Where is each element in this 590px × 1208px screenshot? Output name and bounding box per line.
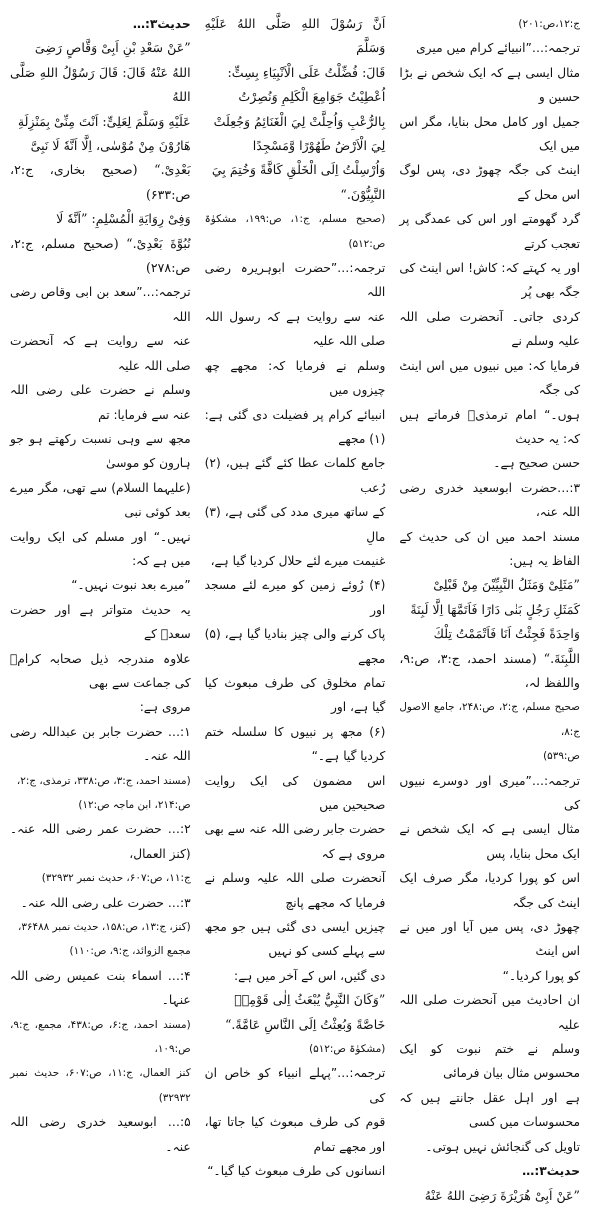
- text-line: (مسند احمد، ج:۶، ص:۴۳۸، مجمع، ج:۹، ص:۱۰۹،: [9, 1018, 191, 1056]
- text-line: ترجمہ:…”میری اور دوسرے نبیوں کی: [399, 773, 580, 812]
- text-line: ص:۵۳۹): [543, 750, 580, 763]
- text-line: ۲:… حضرت عمر رضی اللہ عنہ۔ (کنز العمال،: [9, 822, 191, 861]
- text-line: عنہ سے روایت ہے کہ رسول اللہ صلی اللہ علیہ: [204, 309, 386, 349]
- text-line: صحیح مسلم، ج:۲، ص:۲۴۸، جامع الاصول ج:۸،: [399, 701, 580, 738]
- text-line: اینٹ کی جگہ چھوڑ دی، پس لوگ اس محل کے: [399, 163, 580, 202]
- text-line: هَارُوْنَ مِنْ مُوْسٰی، اِلَّا اَنَّهٗ لَا نَبِیَّ: [30, 138, 191, 154]
- text-line: ۵:… ابوسعید خدری رضی اللہ عنہ۔: [9, 1115, 191, 1154]
- text-line: پاک کرنے والی چیز بنادیا گیا ہے، (۵) مجھے: [204, 627, 386, 666]
- text-line: ج:۱۲،ص:۲۰۱): [518, 18, 580, 30]
- text-line: ص:۲۱۴، ابن ماجہ ص:۱۲): [78, 799, 191, 811]
- text-line: تمام مخلوق کی طرف مبعوث کیا گیا ہے، اور: [204, 675, 386, 715]
- text-line: ۴:… اسماء بنت عمیس رضی اللہ عنہا۔: [9, 968, 191, 1008]
- text-line: ترجمہ:…”سعد بن ابی وقاص رضی اللہ: [9, 285, 191, 324]
- text-line: انسانوں کی طرف مبعوث کیا گیا۔“: [207, 1164, 386, 1179]
- text-line: ان احادیث میں آنحضرت صلی اللہ علیہ: [399, 993, 580, 1032]
- text-line: وسلم نے حضرت علی رضی اللہ عنہ سے فرمایا: تم: [9, 383, 191, 422]
- text-line: علاوہ مندرجہ ذیل صحابہ کرامؓ کی جماعت سے بھی: [9, 651, 191, 690]
- text-line: بَعْدِیْ.“ (صحیح بخاری، ج:۲، ص:۶۳۳): [9, 162, 191, 202]
- text-line: (کنز، ج:۱۳، ص:۱۵۸، حدیث نمبر ۳۶۴۸۸،: [17, 921, 191, 934]
- text-line: لِيَ الْاَرْضُ طَهُوْرًا وَّمَسْجِدًا: [252, 138, 386, 154]
- text-line: اس کو پورا کردیا، مگر صرف ایک اینٹ کی جگہ: [399, 871, 580, 910]
- text-line: اَنَّ رَسُوْلَ اللهِ صَلَّى اللهُ عَلَيْهِ وَسَلَّمَ: [204, 16, 386, 56]
- text-line: اُعْطِيْتُ جَوَامِعَ الْكَلِمِ وَنُصِرْتُ: [238, 89, 386, 105]
- text-line: مثال ایسی ہے کہ ایک شخص نے ایک محل بنایا، پس: [399, 822, 580, 861]
- text-line: اللَّبِنَةَ.“ (مسند احمد، ج:۳، ص:۹، واللفظ لہ،: [399, 650, 580, 690]
- text-line: کے ساتھ میری مدد کی گئی ہے، (۳) مالِ: [204, 505, 386, 544]
- text-line: ترجمہ:…”حضرت ابوہریرہ رضی اللہ: [204, 261, 386, 300]
- text-line: اس مضمون کی ایک روایت صحیحین میں: [204, 773, 386, 812]
- text-line: وَاُرْسِلْتُ اِلَى الْخَلْقِ كَافَّةً وَخُتِمَ بِيَ: [211, 162, 386, 178]
- text-line: چیزیں ایسی دی گئی ہیں جو مجھ سے پہلے کسی کو نہیں: [204, 920, 386, 959]
- text-line: (علیہما السلام) سے تھی، مگر میرے بعد کوئی نبی: [9, 480, 191, 520]
- text-line: حضرت جابر رضی اللہ عنہ سے بھی مروی ہے کہ: [204, 822, 386, 861]
- text-line: وَفِیْ رِوَايَةِ الْمُسْلِمِ: ”اَنَّهٗ لَا: [56, 211, 191, 227]
- text-line: ”میرے بعد نبوت نہیں۔“: [71, 578, 191, 593]
- text-line: (صحیح مسلم، ج:۱، ص:۱۹۹، مشکوٰۃ ص:۵۱۲): [204, 213, 386, 250]
- text-line: کَمَثَلِ رَجُلٍ بَنٰی دَارًا فَاَتَمَّهَا اِلَّا لَبِنَةً: [410, 601, 580, 617]
- text-line: حسن صحیح ہے۔: [493, 456, 580, 471]
- text-line: مروی ہے:: [139, 700, 191, 715]
- text-column-left: [9, 12, 191, 1154]
- text-line: اللهُ عَنْهُ قَالَ: قَالَ رَسُوْلُ اللهِ صَلَّى اللهُ: [9, 64, 191, 105]
- text-line: ”عَنْ سَعْدِ بْنِ اَبِیْ وَقَّاصٍ رَضِیَ: [34, 40, 191, 56]
- text-line: ۱:… حضرت جابر بن عبداللہ رضی اللہ عنہ۔: [9, 724, 191, 764]
- text-line: بِالرُّعْبِ وَاُحِلَّتْ لِيَ الْغَنَائِمُ وَجُعِلَتْ: [213, 113, 386, 129]
- text-line: مثال ایسی ہے کہ ایک شخص نے بڑا حسین و: [399, 65, 580, 105]
- text-line: عَلَيْهِ وَسَلَّمَ لِعَلِیٍّ: اَنْتَ مِنِّیْ بِمَنْزِلَةِ: [17, 113, 191, 129]
- text-line: یہ حدیث متواتر ہے اور حضرت سعدؓ کے: [9, 602, 191, 642]
- text-line: فرمایا کہ: میں نبیوں میں اس اینٹ کی جگہ: [399, 358, 580, 398]
- text-line: دی گئیں، اس کے آخر میں ہے:: [234, 968, 386, 983]
- text-line: وسلم نے ختم نبوت کو ایک محسوس مثال بیان فرمائی: [399, 1042, 580, 1081]
- text-line: ۳:…حضرت ابوسعید خدری رضی اللہ عنہ،: [399, 480, 580, 520]
- text-line: مجھ سے وہی نسبت رکھتے ہو جو ہارون کو موسیٰ: [9, 431, 191, 471]
- text-line: تاویل کی گنجائش نہیں ہوتی۔: [425, 1139, 580, 1154]
- text-line: ج:۱۱، ص:۶۰۷، حدیث نمبر ۳۲۹۳۲): [41, 872, 191, 885]
- text-line: آنحضرت صلی اللہ علیہ وسلم نے فرمایا کہ مجھے پانچ: [204, 871, 386, 910]
- text-line: قوم کی طرف مبعوث کیا جاتا تھا، اور مجھے تمام: [204, 1115, 386, 1154]
- text-line: خَاصَّةً وَبُعِثْتُ اِلَى النَّاسِ عَامَّةً.“: [224, 1016, 386, 1032]
- text-line: (مشکوٰۃ ص:۵۱۲): [309, 1043, 386, 1056]
- text-line: وسلم نے فرمایا کہ: مجھے چھ چیزوں میں: [204, 358, 386, 398]
- text-line: ترجمہ:…”پہلے انبیاء کو خاص ان کی: [204, 1066, 386, 1105]
- text-line: ہے اور اہل عقل جانتے ہیں کہ محسوسات میں کسی: [399, 1090, 580, 1130]
- text-line: ”عَنْ اَبِیْ هُرَیْرَةَ رَضِیَ اللهُ عَنْهُ: [424, 1187, 580, 1203]
- text-line: انبیائے کرام پر فضیلت دی گئی ہے: (۱) مجھے: [204, 407, 386, 446]
- text-line: مسند احمد میں ان کی حدیث کے الفاظ یہ ہیں:: [399, 529, 580, 568]
- text-line: کو پورا کردیا۔“: [502, 968, 580, 983]
- text-line: ”وَكَانَ النَّبِيُّ يُبْعَثُ اِلٰى قَوْمِهٖ: [234, 992, 386, 1008]
- text-line: ہوں۔“ امام ترمذیؒ فرماتے ہیں کہ: یہ حدیث: [399, 407, 580, 446]
- text-line: چھوڑ دی، پس میں آیا اور میں نے اس اینٹ: [399, 920, 580, 959]
- text-line: (۴) رُوئے زمین کو میرے لئے مسجد اور: [204, 578, 386, 617]
- text-line: ۳:… حضرت علی رضی اللہ عنہ۔: [20, 895, 191, 910]
- text-line: ”مَثَلِیْ وَمَثَلُ النَّبِیِّیْنَ مِنْ قَبْلِیْ: [433, 577, 580, 593]
- text-line: ترجمہ:…”انبیائے کرام میں میری: [416, 41, 580, 56]
- text-line: کردی جاتی۔ آنحضرت صلی اللہ علیہ وسلم نے: [399, 309, 580, 349]
- text-line: غنیمت میرے لئے حلال کردیا گیا ہے،: [210, 553, 386, 568]
- text-line: حدیث۳:…: [522, 1164, 580, 1179]
- text-line: نہیں۔“ اور مسلم کی ایک روایت میں ہے کہ:: [9, 529, 191, 568]
- text-line: وَاحِدَةً فَجِئْتُ اَنَا فَاَتْمَمْتُ تِلْكَ: [433, 626, 580, 642]
- text-line: حدیث۳:…: [132, 17, 191, 31]
- text-column-right: [399, 12, 580, 1203]
- text-line: جامع کلمات عطا کئے گئے ہیں، (۲) رُعب: [204, 456, 386, 495]
- text-line: قَالَ: فُضِّلْتُ عَلَى الْاَنْبِيَاءِ بِسِتٍّ:: [227, 64, 386, 80]
- text-line: (۶) مجھ پر نبیوں کا سلسلہ ختم کردیا گیا ہے۔“: [204, 724, 386, 764]
- text-line: جمیل اور کامل محل بنایا، مگر اس میں ایک: [399, 114, 580, 154]
- text-line: مجمع الزوائد، ج:۹، ص:۱۱۰): [69, 945, 191, 958]
- text-line: عنہ سے روایت ہے کہ آنحضرت صلی اللہ علیہ: [9, 334, 191, 373]
- text-line: نُبُوَّةَ بَعْدِیْ.“ (صحیح مسلم، ج:۲، ص:۲۷۸): [9, 235, 191, 276]
- text-line: (مسند احمد، ج:۳، ص:۳۳۸، ترمذی، ج:۲،: [16, 774, 191, 787]
- text-line: اور یہ کہتے کہ: کاش! اس اینٹ کی جگہ بھی پُر: [399, 261, 580, 300]
- text-line: کنز العمال، ج:۱۱، ص:۶۰۷، حدیث نمبر ۳۲۹۳۲): [9, 1067, 191, 1104]
- text-column-middle: [204, 12, 386, 1179]
- text-line: النَّبِيُّوْنَ.“: [340, 186, 386, 202]
- text-line: گرد گھومتے اور اس کی عمدگی پر تعجب کرتے: [399, 212, 580, 251]
